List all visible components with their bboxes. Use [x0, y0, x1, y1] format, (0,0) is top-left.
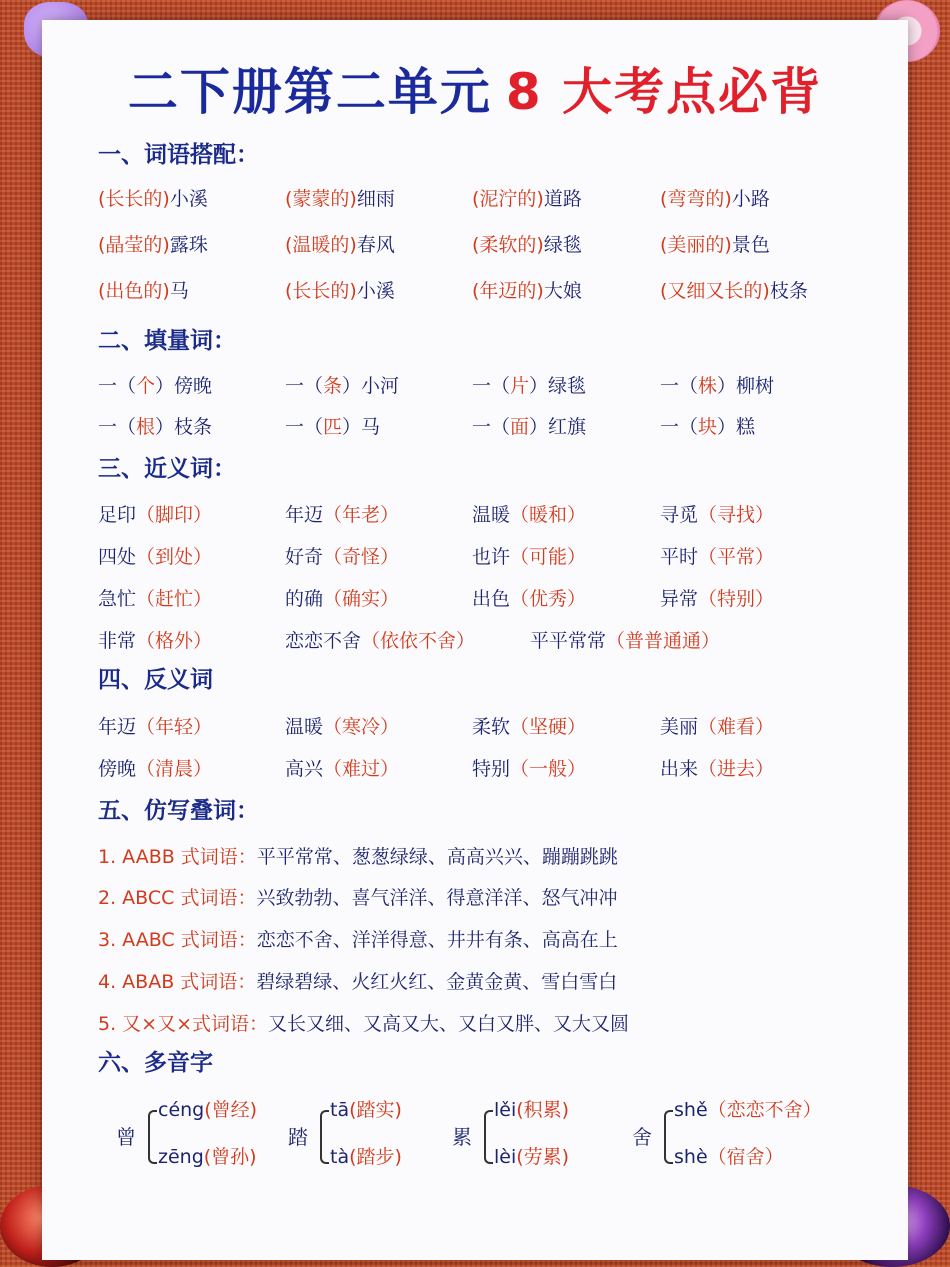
- antonym-word: 傍晚: [98, 758, 137, 780]
- collocation-item: [98, 232, 208, 258]
- collocation-item: [285, 186, 395, 212]
- example-word: （宿舍）: [707, 1146, 784, 1168]
- polyphone-reading: [330, 1144, 402, 1170]
- measure-word-item: [98, 414, 212, 440]
- collocation-modifier: (柔软的): [472, 234, 544, 256]
- collocation-item: [660, 186, 770, 212]
- collocation-modifier: (长长的): [285, 280, 357, 302]
- measure-word: 条: [323, 375, 343, 397]
- measure-word-item: [285, 373, 399, 399]
- measure-noun: ）马: [342, 416, 381, 438]
- synonym-word: 异常: [660, 588, 699, 610]
- collocation-modifier: (美丽的): [660, 234, 732, 256]
- synonym-word: 出色: [472, 588, 511, 610]
- reduplication-item: [98, 844, 618, 870]
- collocation-item: [472, 232, 582, 258]
- collocation-modifier: (晶莹的): [98, 234, 170, 256]
- synonym-answer: （寻找）: [698, 504, 775, 526]
- synonym-answer: （奇怪）: [323, 546, 400, 568]
- synonym-answer: （赶忙）: [136, 588, 213, 610]
- reduplication-item: [98, 927, 618, 953]
- antonym-item: [98, 714, 212, 740]
- measure-prefix: 一（: [285, 416, 324, 438]
- collocation-item: [285, 278, 395, 304]
- synonym-item: [660, 586, 774, 612]
- reduplication-label: 4. ABAB 式词语：: [98, 971, 257, 993]
- collocation-item: [285, 232, 395, 258]
- synonym-word: 的确: [285, 588, 324, 610]
- measure-word-item: [660, 373, 774, 399]
- synonym-item: [660, 502, 774, 528]
- section-heading-measure-words: 二、填量词：: [98, 328, 236, 354]
- measure-word: 片: [510, 375, 530, 397]
- reduplication-item: [98, 885, 617, 911]
- synonym-answer: （脚印）: [136, 504, 213, 526]
- antonym-answer: （难过）: [323, 758, 400, 780]
- section-heading-synonyms: 三、近义词：: [98, 456, 236, 482]
- antonym-answer: （年轻）: [136, 716, 213, 738]
- synonym-item: [660, 544, 774, 570]
- collocation-modifier: (泥泞的): [472, 188, 544, 210]
- pinyin-text: tà: [330, 1146, 350, 1168]
- measure-noun: ）红旗: [529, 416, 587, 438]
- synonym-item: [530, 628, 720, 654]
- antonym-word: 温暖: [285, 716, 324, 738]
- collocation-noun: 道路: [543, 188, 582, 210]
- reduplication-label: 3. AABC 式词语：: [98, 929, 257, 951]
- collocation-item: [660, 232, 770, 258]
- measure-prefix: 一（: [98, 375, 137, 397]
- synonym-answer: （普普通通）: [606, 630, 721, 652]
- antonym-item: [98, 756, 212, 782]
- collocation-modifier: (年迈的): [472, 280, 544, 302]
- measure-prefix: 一（: [285, 375, 324, 397]
- polyphone-reading: [494, 1144, 569, 1170]
- synonym-word: 急忙: [98, 588, 137, 610]
- example-word: (踏步): [349, 1146, 402, 1168]
- synonym-item: [98, 586, 212, 612]
- reduplication-words: 碧绿碧绿、火红火红、金黄金黄、雪白雪白: [256, 971, 618, 993]
- antonym-item: [472, 714, 586, 740]
- example-word: (曾孙): [203, 1146, 257, 1168]
- collocation-item: [472, 186, 582, 212]
- title-main: 二下册第二单元: [127, 63, 492, 121]
- section-heading-reduplication: 五、仿写叠词：: [98, 798, 259, 824]
- collocation-modifier: (出色的): [98, 280, 170, 302]
- measure-word: 面: [510, 416, 530, 438]
- antonym-answer: （清晨）: [136, 758, 213, 780]
- reduplication-label: 5. 又×又×式词语：: [98, 1013, 269, 1035]
- synonym-item: [472, 586, 586, 612]
- collocation-modifier: (长长的): [98, 188, 170, 210]
- collocation-item: [472, 278, 582, 304]
- polyphone-reading: [330, 1097, 402, 1123]
- reduplication-label: 1. AABB 式词语：: [98, 846, 257, 868]
- measure-noun: ）绿毯: [529, 375, 587, 397]
- synonym-item: [472, 544, 586, 570]
- measure-word-item: [98, 373, 212, 399]
- antonym-word: 特别: [472, 758, 511, 780]
- measure-word: 个: [136, 375, 156, 397]
- synonym-item: [98, 502, 212, 528]
- antonym-word: 柔软: [472, 716, 511, 738]
- antonym-answer: （一般）: [510, 758, 587, 780]
- synonym-item: [285, 586, 399, 612]
- synonym-answer: （特别）: [698, 588, 775, 610]
- polyphone-character: 踏: [288, 1125, 308, 1149]
- measure-word-item: [285, 414, 380, 440]
- antonym-answer: （进去）: [698, 758, 775, 780]
- pinyin-text: lěi: [494, 1099, 517, 1121]
- measure-noun: ）糕: [717, 416, 756, 438]
- polyphone-reading: [674, 1144, 784, 1170]
- reduplication-words: 恋恋不舍、洋洋得意、井井有条、高高在上: [256, 929, 618, 951]
- synonym-word: 恋恋不舍: [285, 630, 362, 652]
- synonym-word: 温暖: [472, 504, 511, 526]
- collocation-noun: 景色: [731, 234, 770, 256]
- measure-prefix: 一（: [660, 416, 699, 438]
- measure-prefix: 一（: [98, 416, 137, 438]
- antonym-word: 出来: [660, 758, 699, 780]
- measure-noun: ）小河: [342, 375, 400, 397]
- synonym-item: [285, 628, 475, 654]
- example-word: (踏实): [349, 1099, 402, 1121]
- collocation-noun: 小溪: [169, 188, 208, 210]
- page-title: [0, 62, 950, 122]
- measure-word: 根: [136, 416, 156, 438]
- collocation-noun: 细雨: [356, 188, 395, 210]
- collocation-noun: 枝条: [769, 280, 808, 302]
- reduplication-words: 兴致勃勃、喜气洋洋、得意洋洋、怒气冲冲: [256, 887, 618, 909]
- measure-word: 块: [698, 416, 718, 438]
- measure-prefix: 一（: [472, 416, 511, 438]
- synonym-item: [472, 502, 586, 528]
- measure-word-item: [472, 373, 586, 399]
- antonym-word: 高兴: [285, 758, 324, 780]
- synonym-item: [98, 544, 212, 570]
- pinyin-text: shè: [674, 1146, 708, 1168]
- example-word: (曾经): [204, 1099, 258, 1121]
- collocation-noun: 小溪: [356, 280, 395, 302]
- collocation-modifier: (弯弯的): [660, 188, 732, 210]
- synonym-answer: （确实）: [323, 588, 400, 610]
- antonym-item: [660, 756, 774, 782]
- polyphone-reading: [158, 1097, 257, 1123]
- synonym-answer: （暖和）: [510, 504, 587, 526]
- collocation-noun: 大娘: [543, 280, 582, 302]
- antonym-item: [285, 714, 399, 740]
- collocation-modifier: (蒙蒙的): [285, 188, 357, 210]
- collocation-noun: 小路: [731, 188, 770, 210]
- reduplication-item: [98, 1011, 629, 1037]
- synonym-item: [285, 544, 399, 570]
- collocation-item: [660, 278, 808, 304]
- synonym-word: 四处: [98, 546, 137, 568]
- measure-word-item: [472, 414, 586, 440]
- pinyin-text: tā: [330, 1099, 350, 1121]
- section-heading-polyphones: 六、多音字: [98, 1050, 213, 1076]
- measure-noun: ）柳树: [717, 375, 775, 397]
- polyphone-character: 累: [452, 1125, 472, 1149]
- example-word: (积累): [516, 1099, 570, 1121]
- measure-prefix: 一（: [660, 375, 699, 397]
- pinyin-text: céng: [158, 1099, 205, 1121]
- synonym-answer: （到处）: [136, 546, 213, 568]
- antonym-answer: （寒冷）: [323, 716, 400, 738]
- reduplication-words: 又长又细、又高又大、又白又胖、又大又圆: [268, 1013, 630, 1035]
- polyphone-reading: [158, 1144, 257, 1170]
- measure-noun: ）枝条: [155, 416, 213, 438]
- collocation-modifier: (又细又长的): [660, 280, 770, 302]
- pinyin-text: shě: [674, 1099, 708, 1121]
- brace-icon: [664, 1110, 673, 1164]
- synonym-word: 平平常常: [530, 630, 607, 652]
- brace-icon: [320, 1110, 329, 1164]
- pinyin-text: lèi: [494, 1146, 517, 1168]
- collocation-modifier: (温暖的): [285, 234, 357, 256]
- example-word: （恋恋不舍）: [707, 1099, 822, 1121]
- antonym-item: [660, 714, 774, 740]
- polyphone-reading: [494, 1097, 569, 1123]
- synonym-word: 年迈: [285, 504, 324, 526]
- collocation-item: [98, 186, 208, 212]
- pinyin-text: zēng: [158, 1146, 204, 1168]
- reduplication-label: 2. ABCC 式词语：: [98, 887, 257, 909]
- collocation-noun: 露珠: [169, 234, 208, 256]
- synonym-item: [98, 628, 212, 654]
- synonym-word: 好奇: [285, 546, 324, 568]
- synonym-answer: （依依不舍）: [361, 630, 476, 652]
- antonym-word: 美丽: [660, 716, 699, 738]
- antonym-word: 年迈: [98, 716, 137, 738]
- title-highlight: 8 大考点必背: [505, 63, 823, 121]
- synonym-item: [285, 502, 399, 528]
- reduplication-words: 平平常常、葱葱绿绿、高高兴兴、蹦蹦跳跳: [256, 846, 618, 868]
- synonym-word: 也许: [472, 546, 511, 568]
- measure-word: 株: [698, 375, 718, 397]
- antonym-item: [285, 756, 399, 782]
- reduplication-item: [98, 969, 617, 995]
- measure-noun: ）傍晚: [155, 375, 213, 397]
- brace-icon: [484, 1110, 493, 1164]
- synonym-answer: （格外）: [136, 630, 213, 652]
- example-word: (劳累): [516, 1146, 570, 1168]
- measure-word: 匹: [323, 416, 343, 438]
- collocation-noun: 马: [169, 280, 189, 302]
- synonym-word: 非常: [98, 630, 137, 652]
- synonym-answer: （平常）: [698, 546, 775, 568]
- synonym-answer: （年老）: [323, 504, 400, 526]
- collocation-noun: 绿毯: [543, 234, 582, 256]
- collocation-noun: 春风: [356, 234, 395, 256]
- synonym-answer: （优秀）: [510, 588, 587, 610]
- antonym-answer: （坚硬）: [510, 716, 587, 738]
- antonym-item: [472, 756, 586, 782]
- synonym-answer: （可能）: [510, 546, 587, 568]
- polyphone-character: 曾: [116, 1125, 136, 1149]
- measure-word-item: [660, 414, 755, 440]
- synonym-word: 平时: [660, 546, 699, 568]
- section-heading-antonyms: 四、反义词: [98, 667, 213, 693]
- brace-icon: [148, 1110, 157, 1164]
- synonym-word: 足印: [98, 504, 137, 526]
- collocation-item: [98, 278, 189, 304]
- antonym-answer: （难看）: [698, 716, 775, 738]
- synonym-word: 寻觅: [660, 504, 699, 526]
- measure-prefix: 一（: [472, 375, 511, 397]
- polyphone-reading: [674, 1097, 822, 1123]
- polyphone-character: 舍: [632, 1125, 652, 1149]
- section-heading-collocation: 一、词语搭配：: [98, 142, 259, 168]
